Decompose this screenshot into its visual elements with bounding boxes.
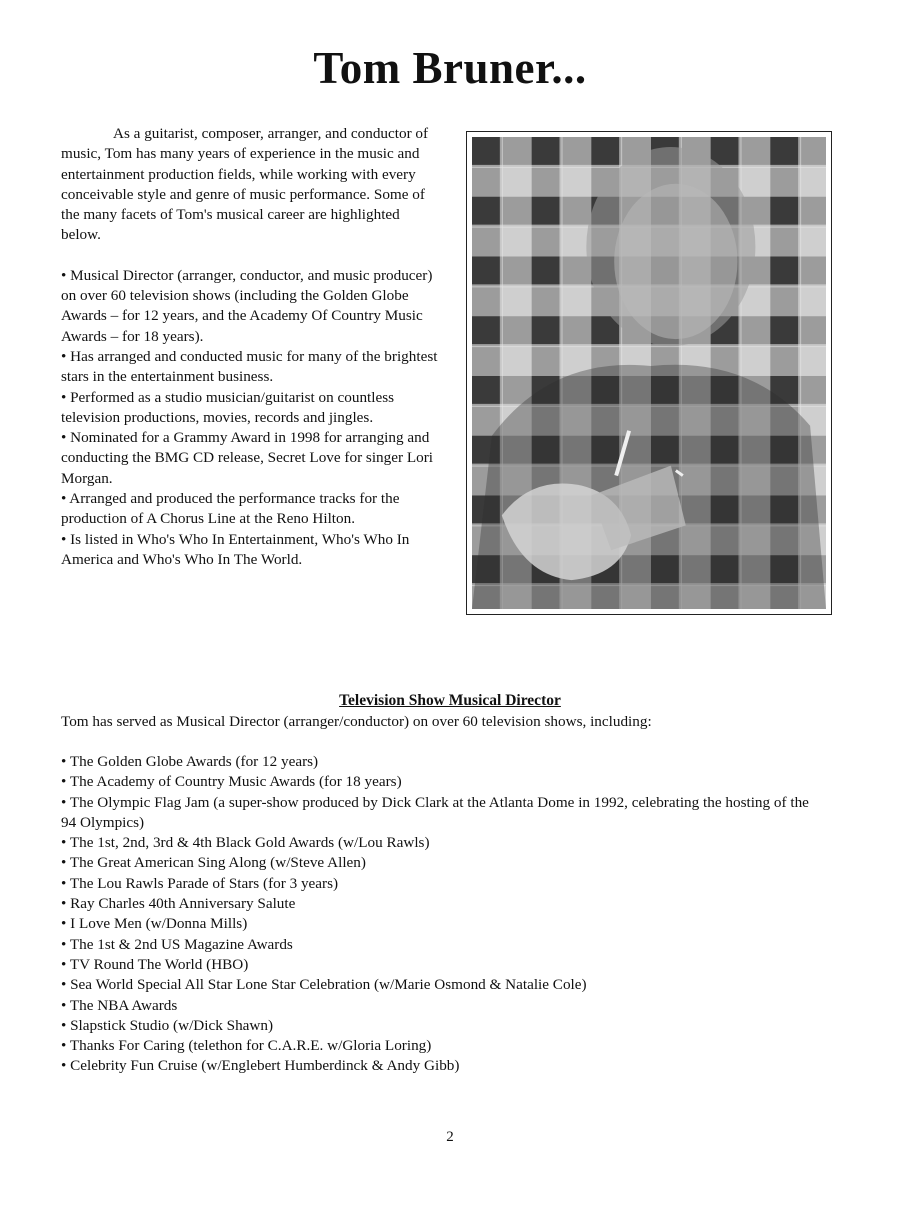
highlights-list: [61, 266, 441, 570]
tv-shows-list: [61, 752, 821, 1077]
list-item: • The NBA Awards: [61, 996, 178, 1014]
list-item: • TV Round The World (HBO): [61, 955, 249, 973]
list-item: • The Lou Rawls Parade of Stars (for 3 years): [61, 874, 339, 892]
page-number: 2: [446, 1129, 454, 1145]
tv-section-intro: Tom has served as Musical Director (arranger/conductor) on over 60 television shows, including:: [61, 713, 652, 730]
list-item: • The 1st, 2nd, 3rd & 4th Black Gold Awards (w/Lou Rawls): [61, 834, 430, 852]
tv-section-heading: Television Show Musical Director: [339, 692, 561, 709]
highlight-item: • Performed as a studio musician/guitarist on countless television productions, movies, records and jingles.: [61, 388, 395, 426]
list-item: • The 1st & 2nd US Magazine Awards: [61, 935, 293, 953]
intro-column: [61, 124, 441, 570]
list-item: • The Golden Globe Awards (for 12 years): [61, 753, 319, 770]
highlight-item: • Is listed in Who's Who In Entertainment, Who's Who In America and Who's Who In The World.: [61, 530, 410, 568]
page-title: Tom Bruner...: [313, 43, 587, 93]
list-item: • The Academy of Country Music Awards (for 18 years): [61, 773, 402, 791]
list-item: • Celebrity Fun Cruise (w/Englebert Humberdinck & Andy Gibb): [61, 1057, 460, 1075]
list-item: • Sea World Special All Star Lone Star Celebration (w/Marie Osmond & Natalie Cole): [61, 976, 587, 994]
list-item: • Ray Charles 40th Anniversary Salute: [61, 895, 296, 913]
highlight-item: • Has arranged and conducted music for many of the brightest stars in the entertainment business.: [61, 347, 438, 386]
portrait-photo: [466, 131, 832, 615]
highlight-item: • Arranged and produced the performance tracks for the production of A Chorus Line at the Reno Hilton.: [61, 490, 400, 528]
list-item: • Thanks For Caring (telethon for C.A.R.E. w/Gloria Loring): [61, 1037, 432, 1055]
list-item: • The Olympic Flag Jam (a super-show produced by Dick Clark at the Atlanta Dome in 1992, celebrating the hosting of the 94 Olympics): [61, 793, 809, 831]
highlight-item: • Musical Director (arranger, conductor, and music producer) on over 60 television shows (including the Golden Globe Awards – for 12 years, and the Academy Of Country Music Awards – for 18 years).: [61, 266, 433, 345]
list-item: • Slapstick Studio (w/Dick Shawn): [61, 1016, 274, 1034]
highlight-item: • Nominated for a Grammy Award in 1998 for arranging and conducting the BMG CD release, Secret Love for singer Lori Morgan.: [61, 429, 433, 487]
list-item: • The Great American Sing Along (w/Steve Allen): [61, 854, 366, 872]
list-item: • I Love Men (w/Donna Mills): [61, 915, 248, 933]
portrait-image: [472, 137, 826, 609]
intro-paragraph: As a guitarist, composer, arranger, and conductor of music, Tom has many years of experience in the music and entertainment production fields, while working with every conceivable style and genre of music performance. Some of the many facets of Tom's musical career are highlighted below.: [61, 125, 429, 244]
